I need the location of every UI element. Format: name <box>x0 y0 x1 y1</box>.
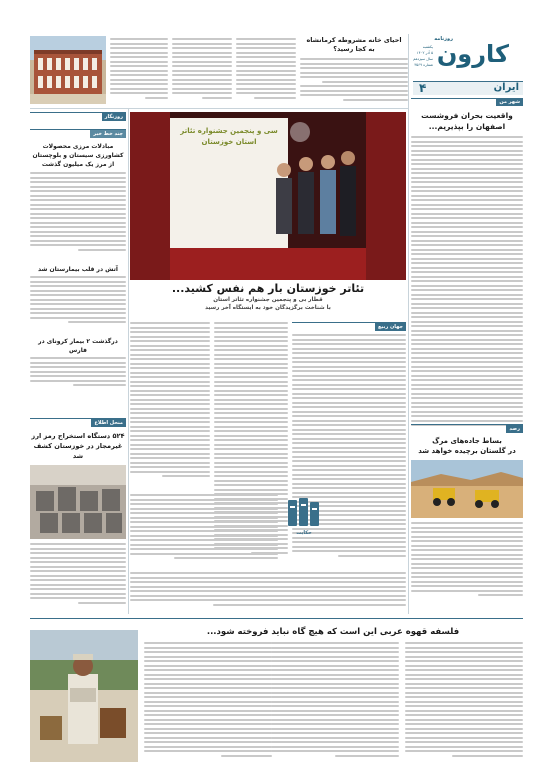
date-line-1: یکشنبه <box>422 45 433 49</box>
sidebar-story2-title: آتش در قلب بیمارستان شد <box>38 266 118 273</box>
photo-story-subtitle-1: قطار بی و پنجمین جشنواره تئاتر استان <box>213 297 323 303</box>
right-column-title-1: واقعیت بحران فروشست <box>421 111 513 120</box>
sidebar-story1-body <box>30 172 126 262</box>
pullquote-label: حکایت <box>296 530 312 536</box>
sidebar-story2-body <box>30 276 126 334</box>
road-story <box>411 424 523 612</box>
photo-story-subtitle-2: با شناخت برگزیدگان خود به ایستگاه آخر رسید <box>205 305 331 311</box>
books-icon <box>284 496 324 528</box>
bottom-column-3 <box>144 642 272 766</box>
festival-photo <box>130 112 406 280</box>
masthead <box>413 34 523 94</box>
sidebar-story1-title-3: از مرز یک میلیون گذشت <box>41 161 115 168</box>
coffee-seller-photo <box>30 630 138 762</box>
mining-story <box>30 418 126 612</box>
photo-story-tag-box <box>292 322 406 331</box>
section-bar <box>413 81 523 95</box>
pullquote-box <box>282 496 326 546</box>
right-column-story <box>411 98 523 420</box>
road-story-body <box>411 522 523 608</box>
bottom-divider <box>30 618 523 619</box>
sidebar-story3-body <box>30 357 126 397</box>
mid-lower-column <box>130 572 406 612</box>
brand-small: روزنامه <box>434 36 453 42</box>
sidebar-tag-2: چند خط خبر <box>90 130 126 138</box>
road-story-title-2: در گلستان برچیده خواهد شد <box>418 447 516 455</box>
bottom-story <box>30 624 523 774</box>
top-rule <box>30 108 408 109</box>
photo-story-column-3 <box>130 322 210 490</box>
sidebar-story1-title-2: کشاورزی سیستان و بلوچستان <box>32 152 124 159</box>
brand-name: کارون <box>436 40 509 68</box>
date-line-3: سال سیزدهم <box>413 57 433 61</box>
left-sidebar <box>30 112 126 412</box>
building-photo <box>30 36 106 104</box>
road-story-title-1: بساط جاده‌های مرگ <box>432 437 502 445</box>
masthead-date <box>413 44 433 68</box>
top-story-body <box>300 58 408 106</box>
mining-story-title-2: غیرمجاز در خوزستان کشف شد <box>33 442 123 460</box>
date-line-2: ۵ آذر ۱۴۰۲ <box>416 51 433 55</box>
top-text-column-b <box>172 38 232 106</box>
right-column-body <box>411 136 523 426</box>
top-story <box>300 36 408 108</box>
right-column-title-2: اصفهان را بپذیریم... <box>428 122 506 131</box>
mining-story-body <box>30 543 126 615</box>
sidebar-story1-title-1: مبادلات مرزی محصولات <box>42 143 114 150</box>
column-rule-right <box>408 34 409 614</box>
photo-story-title: تئاتر خوزستان بار هم نفس کشید... <box>171 282 365 295</box>
road-story-tag: رصد <box>506 425 523 433</box>
top-text-column-a <box>236 38 296 106</box>
page-number: ۴ <box>419 81 427 95</box>
bottom-column-1 <box>405 642 523 766</box>
photo-story-headline <box>130 282 406 320</box>
bottom-column-2 <box>271 642 399 766</box>
column-rule-left <box>128 108 129 614</box>
section-label: ایران <box>493 82 519 93</box>
sidebar-tag: روزنگار <box>102 113 126 121</box>
mining-photo <box>30 465 126 539</box>
lower-centre-text <box>130 494 278 568</box>
top-text-column-c <box>110 38 168 106</box>
road-photo <box>411 460 523 518</box>
sidebar-story3-title: درگذشت ۲ بیمار کرونای در فارس <box>38 338 118 354</box>
date-line-4: شماره ۳۵۶۹ <box>414 63 433 67</box>
festival-banner-text: سی و پنجمین جشنواره تئاتر استان خوزستان <box>180 127 278 146</box>
mining-story-title-1: ۵۲۴ دستگاه استخراج رمز ارز <box>31 432 125 440</box>
right-column-tag: شهر من <box>496 98 523 106</box>
photo-story-tag: جهان ربیع <box>375 323 406 331</box>
brand-logo <box>431 38 509 72</box>
bottom-story-title: فلسفه قهوه عربی این است که هیچ گاه نباید فروخته شود... <box>206 627 460 637</box>
mining-story-tag: منحل اطلاع <box>91 419 126 427</box>
top-story-title: احیای خانه مشروطه کرمانشاه <box>306 36 402 44</box>
top-story-subtitle: به کجا رسید؟ <box>333 45 375 53</box>
